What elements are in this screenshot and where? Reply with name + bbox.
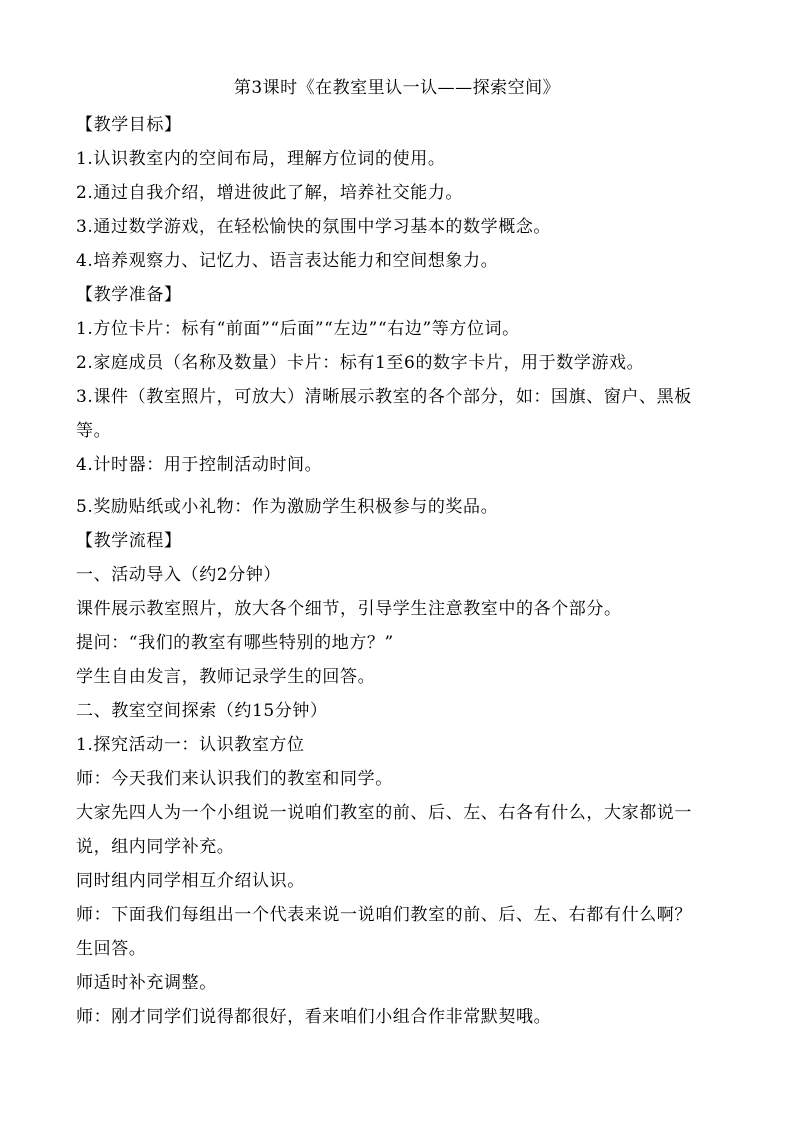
process-line: 同时组内同学相互介绍认识。 <box>76 871 305 891</box>
document-title: 第3课时《在教室里认一认——探索空间》 <box>233 78 561 98</box>
process-line: 师：今天我们来认识我们的教室和同学。 <box>76 769 393 789</box>
preparation-item: 5.奖励贴纸或小礼物：作为激励学生积极参与的奖品。 <box>76 497 499 517</box>
objective-item: 3.通过数学游戏，在轻松愉快的氛围中学习基本的数学概念。 <box>76 217 552 237</box>
process-line: 课件展示教室照片，放大各个细节，引导学生注意教室中的各个部分。 <box>76 599 622 619</box>
preparation-item: 2.家庭成员（名称及数量）卡片：标有1至6的数字卡片，用于数学游戏。 <box>76 353 645 373</box>
preparation-item: 3.课件（教室照片，可放大）清晰展示教室的各个部分，如：国旗、窗户、黑板等。 <box>76 387 692 441</box>
process-line: 1.探究活动一：认识教室方位 <box>76 735 305 755</box>
preparation-heading: 【教学准备】 <box>76 285 182 305</box>
process-line: 大家先四人为一个小组说一说咱们教室的前、后、左、右各有什么，大家都说一说，组内同学补充。 <box>76 803 692 857</box>
process-line: 师：下面我们每组出一个代表来说一说咱们教室的前、后、左、右都有什么啊？ <box>76 905 692 925</box>
objective-item: 1.认识教室内的空间布局，理解方位词的使用。 <box>76 149 446 169</box>
preparation-item: 1.方位卡片：标有“前面”“后面”“左边”“右边”等方位词。 <box>76 319 520 339</box>
process-line: 一、活动导入（约2分钟） <box>76 565 282 585</box>
preparation-item: 4.计时器：用于控制活动时间。 <box>76 455 323 475</box>
process-line: 师：刚才同学们说得都很好，看来咱们小组合作非常默契哦。 <box>76 1007 552 1027</box>
process-line: 师适时补充调整。 <box>76 973 217 993</box>
process-heading: 【教学流程】 <box>76 531 182 551</box>
process-line: 提问：“我们的教室有哪些特别的地方？” <box>76 633 394 653</box>
objectives-heading: 【教学目标】 <box>76 115 182 135</box>
objective-item: 2.通过自我介绍，增进彼此了解，培养社交能力。 <box>76 183 464 203</box>
process-line: 二、教室空间探索（约15分钟） <box>76 701 328 721</box>
objective-item: 4.培养观察力、记忆力、语言表达能力和空间想象力。 <box>76 251 499 271</box>
process-line: 学生自由发言，教师记录学生的回答。 <box>76 667 376 687</box>
document-body <box>76 108 721 1034</box>
process-line: 生回答。 <box>76 939 147 959</box>
